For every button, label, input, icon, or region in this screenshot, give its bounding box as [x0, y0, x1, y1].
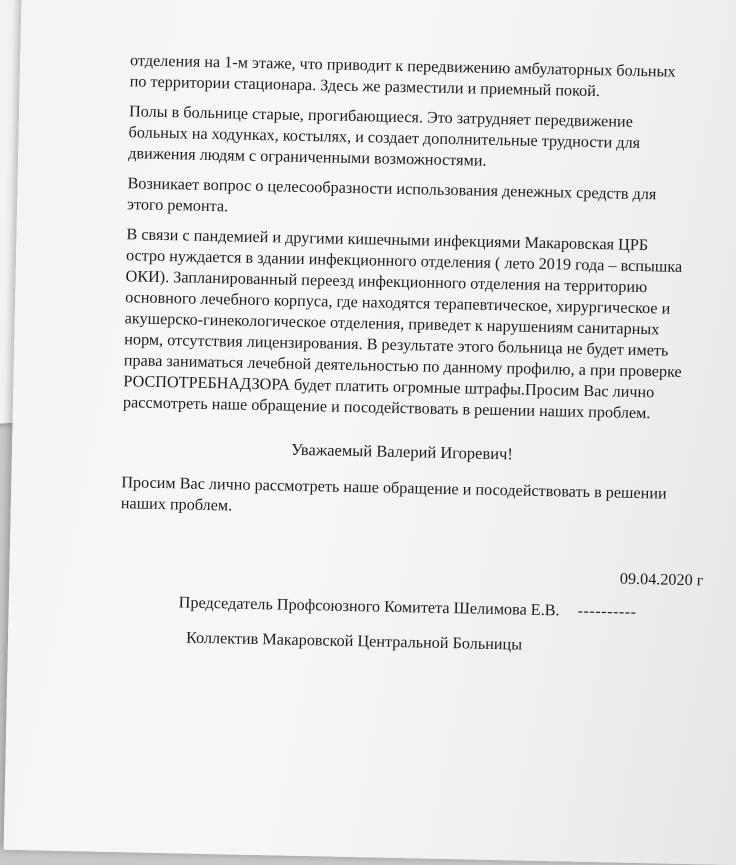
letter-content: [118, 50, 704, 659]
signature-block: [179, 592, 679, 623]
letter-page: [4, 0, 736, 865]
collective-name: Коллектив Макаровской Центральной Больницы: [185, 628, 523, 654]
signature-line: ----------: [577, 601, 637, 622]
paragraph-ground-floor: отделения на 1-м этаже, что приводит к передвижению амбулаторных больных по территории стационара. Здесь же разместили и приемный покой.: [129, 51, 676, 101]
greeting: Уважаемый Валерий Игоревич!: [290, 439, 514, 464]
signature-text: Председатель Профсоюзного Комитета Шелимова Е.В.: [178, 593, 560, 620]
paragraph-funds-question: Возникает вопрос о целесообразности использования денежных средств для этого ремонта.: [126, 174, 657, 216]
letter-date: 09.04.2020 г: [619, 569, 704, 590]
closing-request: Просим Вас лично рассмотреть наше обращение и посодействовать в решении наших проблем.: [120, 473, 667, 515]
paragraph-floors: Полы в больнице старые, прогибающиеся. Это затрудняет передвижение больных на ходунках, костылях, и создает дополнительные трудности для движения людям с ограниченными возможностями.: [127, 102, 641, 170]
paragraph-infectious-ward: В связи с пандемией и другими кишечными инфекциями Макаровская ЦРБ остро нуждается в здании инфекционного отделения ( лето 2019 года – вспышка ОКИ). Запланированный переезд инфекционного отделения на территорию основного лечебного корпуса, где находятся терапевтическое, хирургическое и акушерско-гинекологическое отделения, приведет к нарушениям санитарных норм, отсутствия лицензирования. В результате этого больница не будет иметь права заниматься лечебной деятельностью по данному профилю, а при проверке РОСПОТРЕБНАДЗОРА будет платить огромные штрафы.Просим Вас лично рассмотреть наше обращение и посодействовать в решении наших проблем.: [122, 225, 683, 423]
